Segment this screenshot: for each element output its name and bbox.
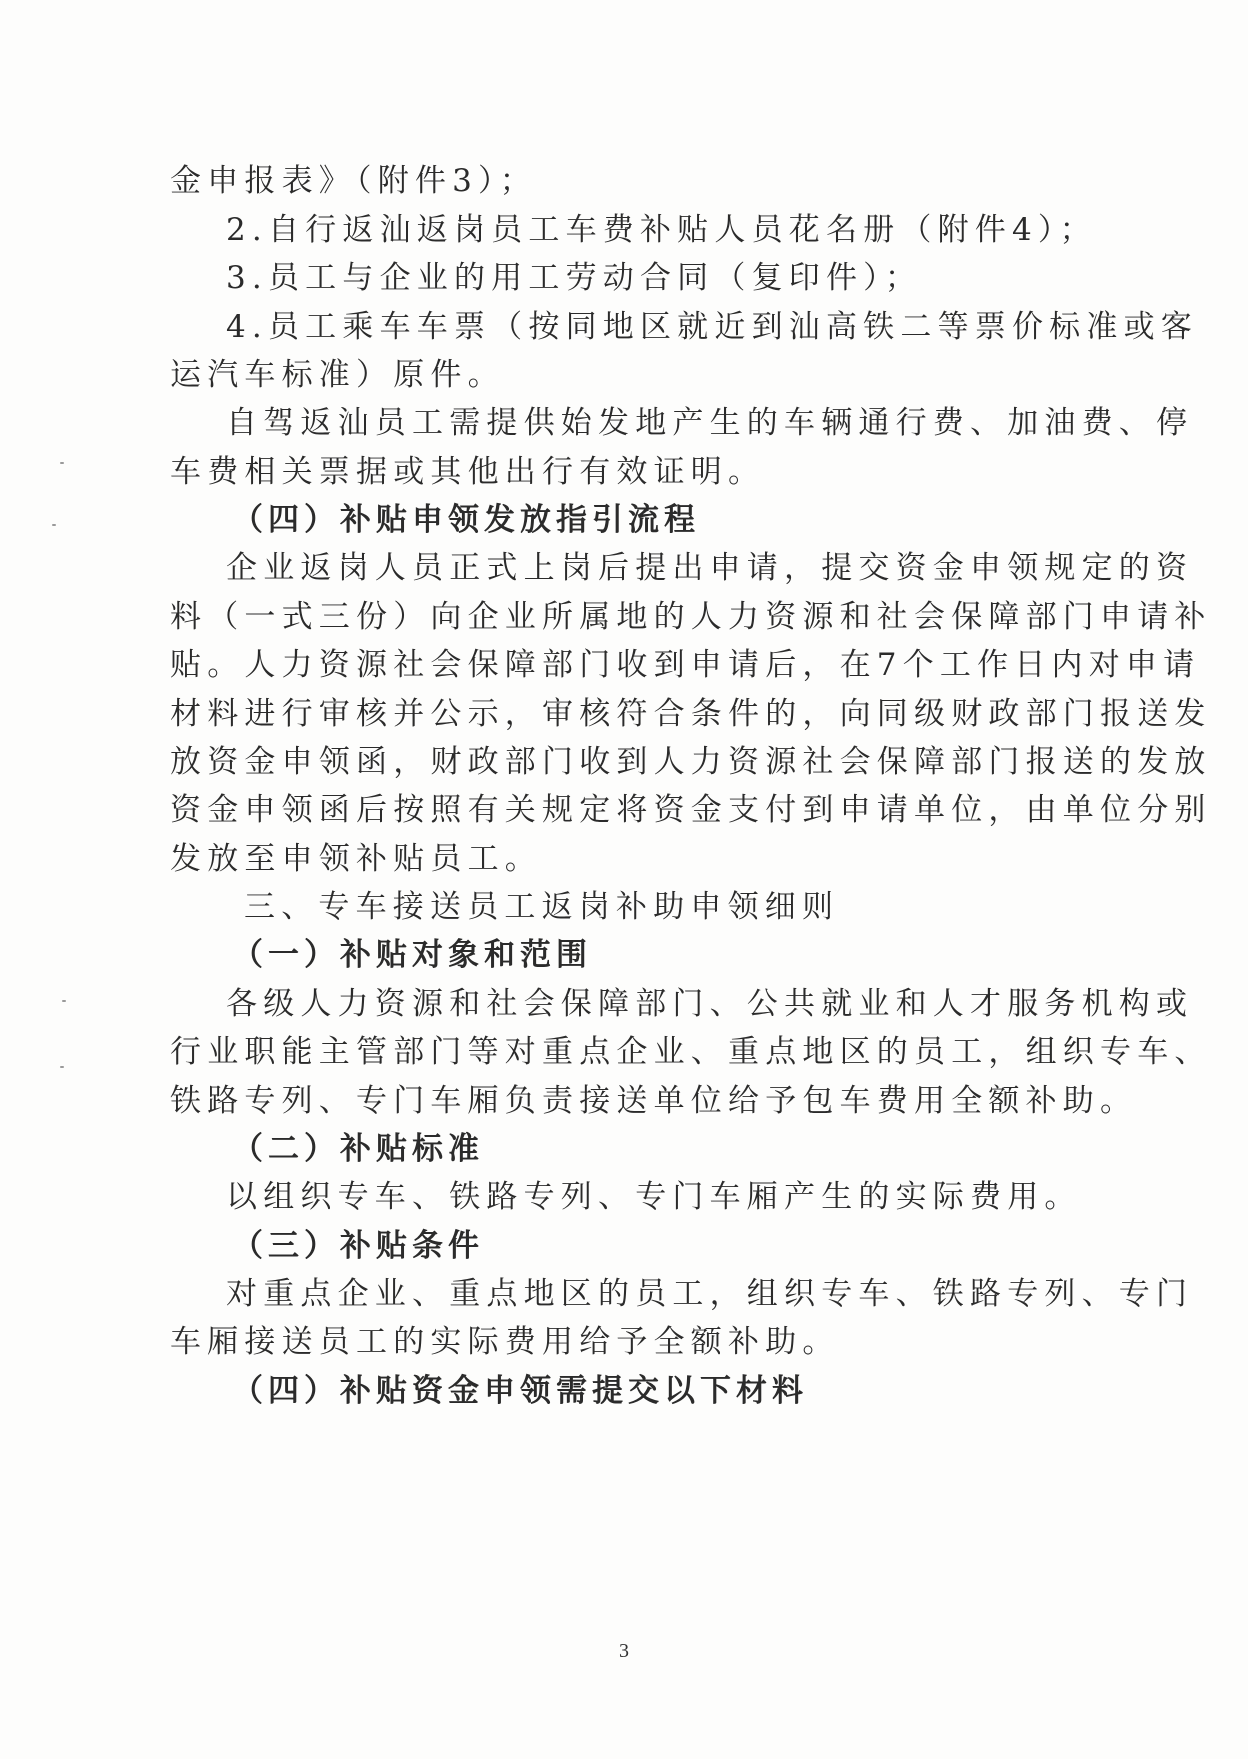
- scan-speck: [60, 462, 64, 464]
- text-line: 铁路专列、专门车厢负责接送单位给予包车费用全额补助。: [170, 1083, 1138, 1119]
- text-line: 以组织专车、铁路专列、专门车厢产生的实际费用。: [226, 1179, 1082, 1215]
- text-line: 自驾返汕员工需提供始发地产生的车辆通行费、加油费、停: [226, 405, 1194, 441]
- text-line: 材料进行审核并公示，审核符合条件的，向同级财政部门报送发: [170, 696, 1212, 732]
- chapter-heading: 三、专车接送员工返岗补助申领细则: [244, 889, 840, 925]
- section-heading: （四）补贴申领发放指引流程: [232, 502, 700, 538]
- text-line: 发放至申领补贴员工。: [170, 841, 542, 877]
- text-line: 行业职能主管部门等对重点企业、重点地区的员工，组织专车、: [170, 1034, 1212, 1070]
- text-line: 金申报表》（附件3）；: [170, 163, 537, 199]
- text-line: 车厢接送员工的实际费用给予全额补助。: [170, 1324, 840, 1360]
- section-heading: （四）补贴资金申领需提交以下材料: [232, 1373, 808, 1409]
- text-line: 2.自行返汕返岗员工车费补贴人员花名册（附件4）；: [226, 212, 1097, 248]
- text-line: 3.员工与企业的用工劳动合同（复印件）；: [226, 260, 923, 296]
- text-line: 资金申领函后按照有关规定将资金支付到申请单位，由单位分别: [170, 792, 1212, 828]
- text-line: 放资金申领函，财政部门收到人力资源社会保障部门报送的发放: [170, 744, 1212, 780]
- text-line: 4.员工乘车车票（按同地区就近到汕高铁二等票价标准或客: [226, 309, 1198, 345]
- section-heading: （一）补贴对象和范围: [232, 937, 592, 973]
- text-line: 车费相关票据或其他出行有效证明。: [170, 454, 766, 490]
- page-number: 3: [619, 1640, 629, 1662]
- scan-speck: [60, 1066, 64, 1068]
- scan-speck: [62, 1000, 66, 1002]
- text-line: 对重点企业、重点地区的员工，组织专车、铁路专列、专门: [226, 1276, 1194, 1312]
- scan-speck: [52, 524, 56, 526]
- text-line: 运汽车标准）原件。: [170, 357, 505, 393]
- text-line: 企业返岗人员正式上岗后提出申请，提交资金申领规定的资: [226, 550, 1194, 586]
- text-line: 贴。人力资源社会保障部门收到申请后，在7个工作日内对申请: [170, 647, 1201, 683]
- text-line: 各级人力资源和社会保障部门、公共就业和人才服务机构或: [226, 986, 1194, 1022]
- text-line: 料（一式三份）向企业所属地的人力资源和社会保障部门申请补: [170, 599, 1212, 635]
- section-heading: （三）补贴条件: [232, 1228, 484, 1264]
- section-heading: （二）补贴标准: [232, 1131, 484, 1167]
